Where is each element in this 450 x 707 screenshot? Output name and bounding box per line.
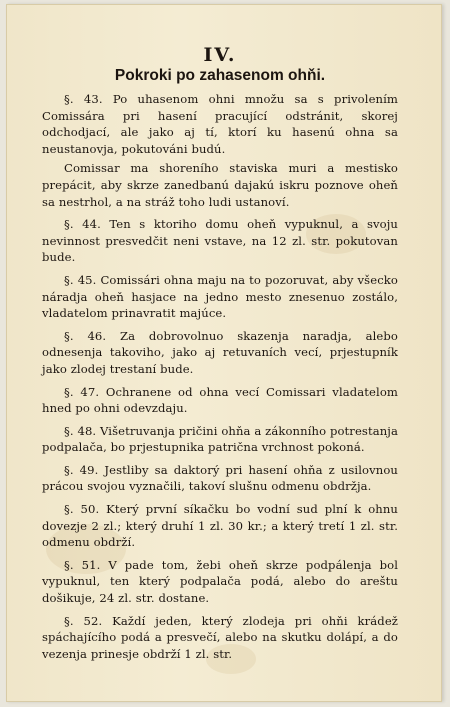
paragraph-43-continued: Comissar ma shoreního staviska muri a mestisko prepácit, aby skrze zanedbanú dajakú iskru poznove oheň sa nestrhol, a na stráž toho ludi ustanoví. <box>42 161 398 209</box>
paragraph-44: §. 44. Ten s ktoriho domu oheň vypuknul, a svoju nevinnost presvedčit neni vstave, na 12 zl. str. pokutovan bude. <box>42 217 398 265</box>
chapter-number: IV. <box>203 44 237 66</box>
paragraph-46: §. 46. Za dobrovolnuo skazenja naradja, alebo odnesenja takoviho, jako aj retuvaních vecí, prjestupník jako zlodej trestaní bude. <box>42 328 398 376</box>
book-page <box>6 4 442 702</box>
chapter-title: Pokroki po zahasenom ohňi. <box>114 67 326 84</box>
paragraph-48: §. 48. Višetruvanja pričini ohňa a zákonního potrestanja podpalača, bo prjestupnika patrična vrchnost pokoná. <box>42 423 398 455</box>
paragraph-50: §. 50. Který první síkačku bo vodní sud plní k ohnu dovezje 2 zl.; který druhí 1 zl. 30 kr.; a který tretí 1 zl. str. odmenu obdrží. <box>42 502 398 550</box>
page-content <box>42 44 398 665</box>
paragraph-49: §. 49. Jestliby sa daktorý pri hasení ohňa z usilovnou prácou svojou vyznačili, takoví slušnu odmenu obdržja. <box>42 462 398 494</box>
paragraph-45: §. 45. Comissári ohna maju na to pozoruvat, aby všecko náradja oheň hasjace na jedno mesto znesenuo zostálo, vladatelom prinavratit majúce. <box>42 272 398 321</box>
paragraph-52: §. 52. Každí jeden, který zlodeja pri ohňi krádež spáchajícího podá a presvečí, alebo na skutku dolápí, a do vezenja prinesje obdrží 1 zl. str. <box>42 613 398 661</box>
paragraph-47: §. 47. Ochranene od ohna vecí Comissari vladatelom hned po ohni odevzdaju. <box>42 384 398 416</box>
paragraph-51: §. 51. V pade tom, žebi oheň skrze podpálenja bol vypuknul, ten který podpalača podá, alebo do areštu došikuje, 24 zl. str. dostane. <box>42 557 398 606</box>
paragraph-43: §. 43. Po uhasenom ohni množu sa s privolením Comissára pri hasení pracující odstránit, skorej odchodjací, ale jako aj tí, ktorí ku hasenú ohna sa neustanovja, pokutováni budú. <box>42 92 398 156</box>
